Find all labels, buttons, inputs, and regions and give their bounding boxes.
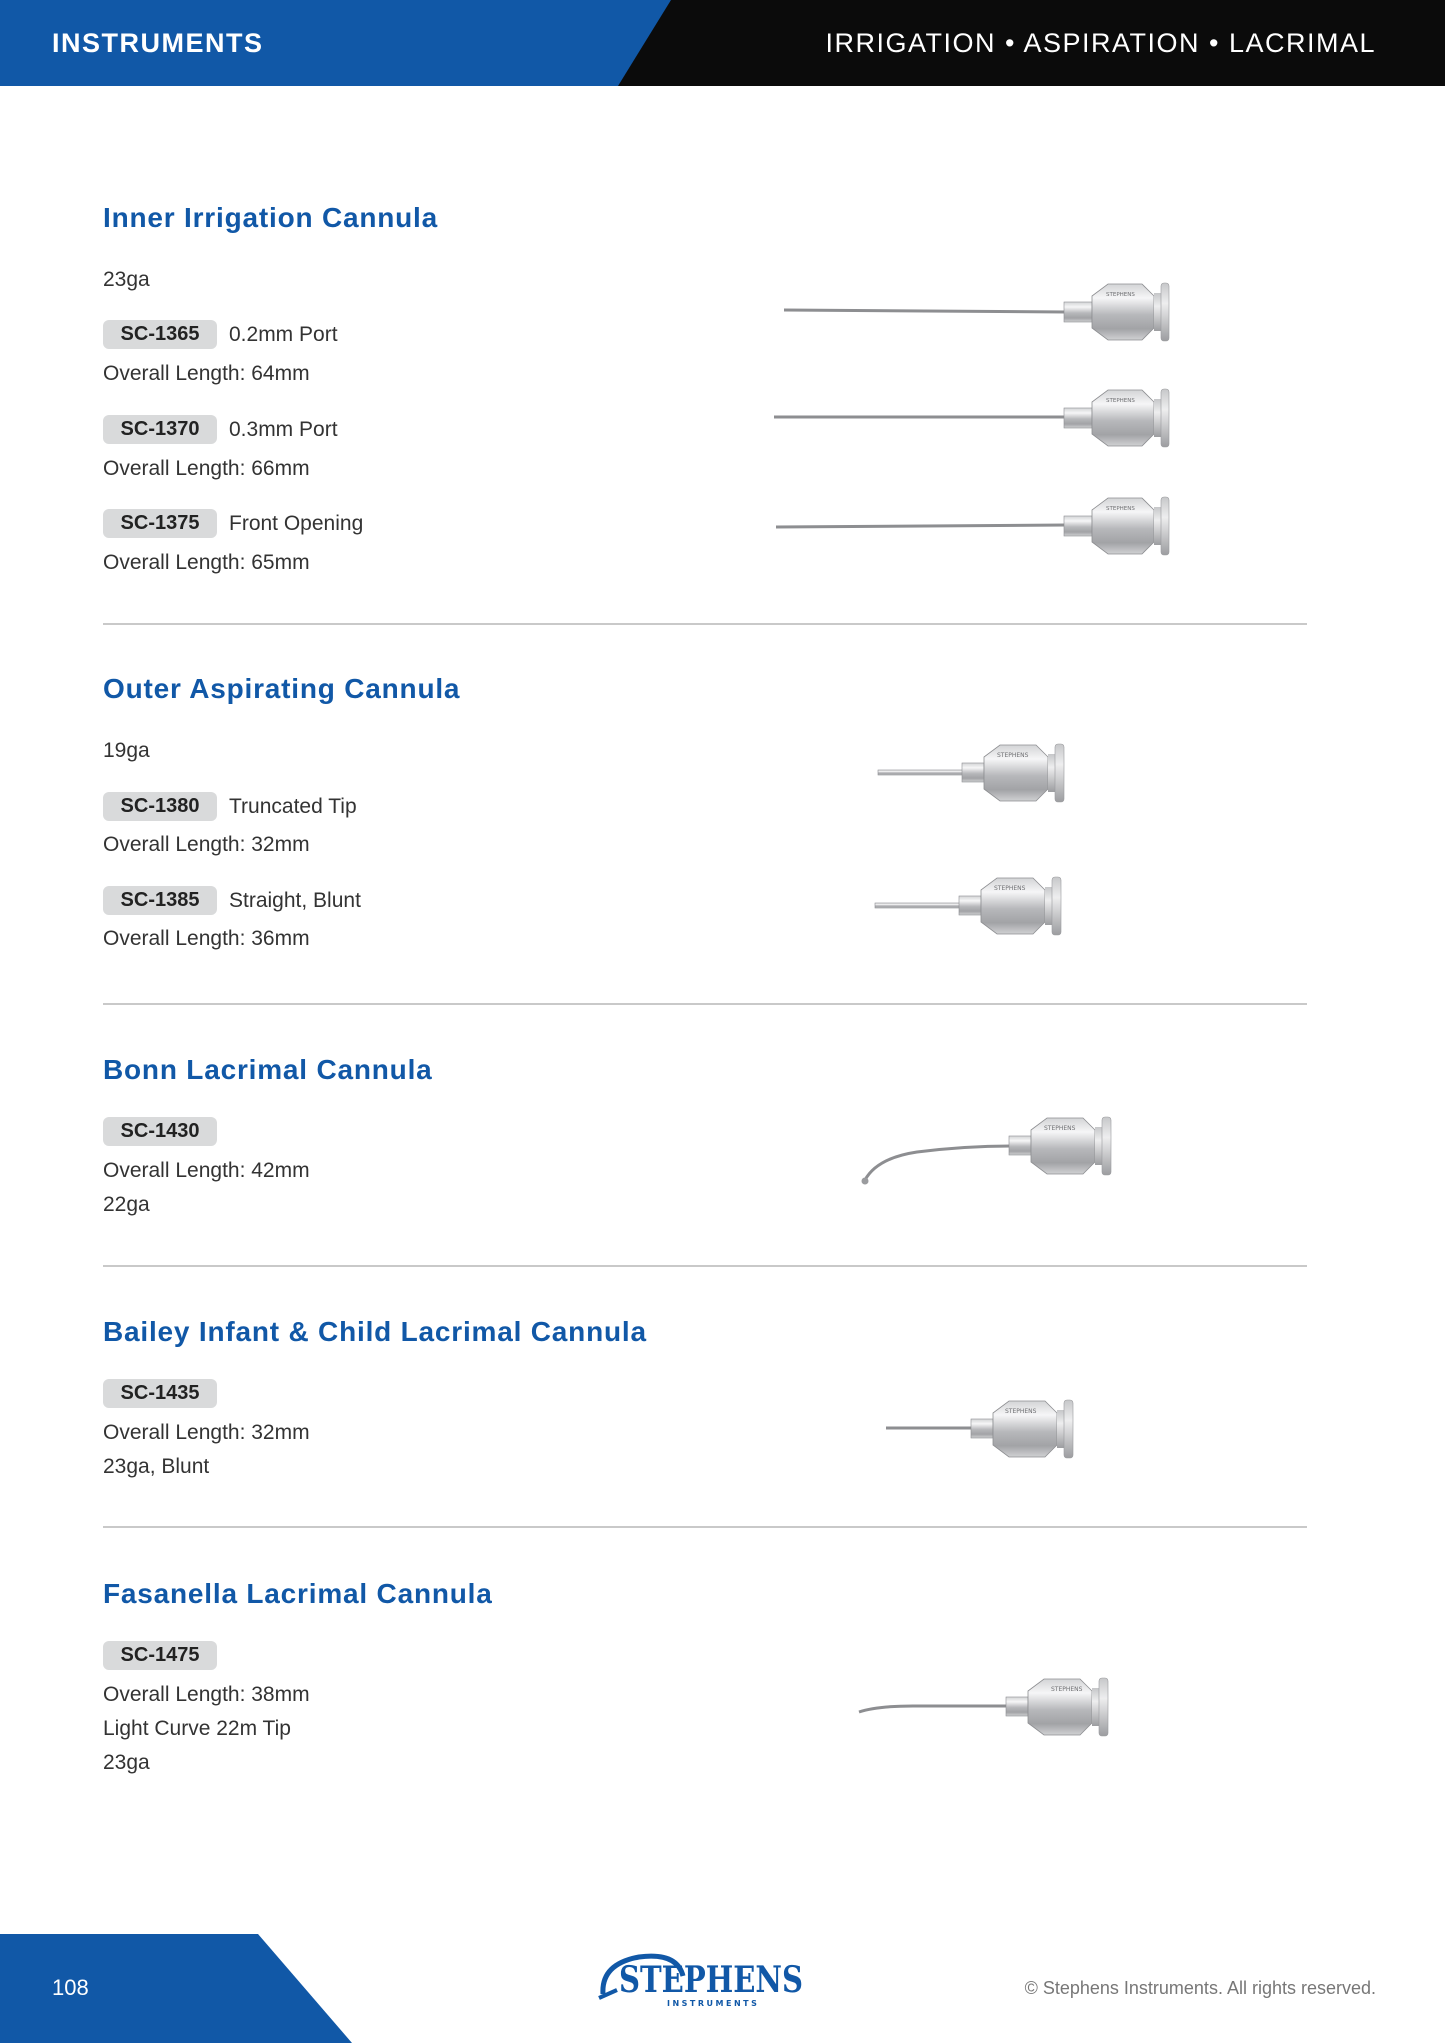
cannula-illustration	[853, 1670, 1143, 1750]
header-section-label: INSTRUMENTS	[52, 28, 264, 58]
overall-length-text: Overall Length: 32mm	[103, 833, 310, 856]
instrument-brand-text: STEPHENS	[997, 752, 1029, 759]
product-code-badge: SC-1380	[103, 792, 217, 821]
product-code-badge: SC-1430	[103, 1117, 217, 1146]
overall-length-text: Overall Length: 66mm	[103, 457, 310, 480]
gauge-text: 19ga	[103, 739, 150, 762]
product-note-text: Light Curve 22m Tip	[103, 1717, 291, 1740]
product-code-badge: SC-1370	[103, 415, 217, 444]
product-description: 0.3mm Port	[229, 418, 338, 441]
product-description: Front Opening	[229, 512, 364, 535]
product-code-badge: SC-1375	[103, 509, 217, 538]
overall-length-text: Overall Length: 38mm	[103, 1683, 310, 1706]
product-description: 0.2mm Port	[229, 323, 338, 346]
product-code-badge: SC-1435	[103, 1379, 217, 1408]
instrument-brand-text: STEPHENS	[1106, 398, 1135, 404]
section-divider	[103, 1526, 1307, 1528]
product-code-badge: SC-1365	[103, 320, 217, 349]
section-divider	[103, 623, 1307, 625]
section-title-outer-aspirating: Outer Aspirating Cannula	[103, 673, 461, 704]
section-title-fasanella-lacrimal: Fasanella Lacrimal Cannula	[103, 1578, 493, 1609]
logo-wordmark: STEPHENS	[619, 1959, 803, 2001]
overall-length-text: Overall Length: 65mm	[103, 551, 310, 574]
gauge-text: 23ga	[103, 1751, 150, 1774]
overall-length-text: Overall Length: 32mm	[103, 1421, 310, 1444]
cannula-illustration	[855, 1108, 1155, 1208]
section-divider	[103, 1265, 1307, 1267]
header-category-label: IRRIGATION • ASPIRATION • LACRIMAL	[825, 28, 1376, 58]
instrument-brand-text: STEPHENS	[1051, 1686, 1083, 1693]
cannula-illustration	[878, 1394, 1128, 1474]
instrument-brand-text: STEPHENS	[994, 885, 1026, 892]
gauge-text: 22ga	[103, 1193, 150, 1216]
instrument-brand-text: STEPHENS	[1106, 292, 1135, 298]
overall-length-text: Overall Length: 36mm	[103, 927, 310, 950]
overall-length-text: Overall Length: 42mm	[103, 1159, 310, 1182]
product-code-badge: SC-1385	[103, 886, 217, 915]
copyright-text: © Stephens Instruments. All rights reserved.	[1024, 1978, 1376, 1998]
gauge-text: 23ga, Blunt	[103, 1455, 210, 1478]
overall-length-text: Overall Length: 64mm	[103, 362, 310, 385]
stephens-logo	[597, 1950, 817, 2010]
section-divider	[103, 1003, 1307, 1005]
page-number: 108	[52, 1975, 89, 2000]
section-title-bonn-lacrimal: Bonn Lacrimal Cannula	[103, 1054, 433, 1085]
gauge-text: 23ga	[103, 268, 150, 291]
instrument-brand-text: STEPHENS	[1044, 1125, 1076, 1132]
cannula-illustration	[870, 740, 1130, 940]
logo-subtext: INSTRUMENTS	[667, 1999, 760, 2008]
cannula-illustration	[770, 275, 1190, 575]
instrument-brand-text: STEPHENS	[1106, 506, 1135, 512]
section-title-bailey-lacrimal: Bailey Infant & Child Lacrimal Cannula	[103, 1316, 647, 1347]
product-code-badge: SC-1475	[103, 1641, 217, 1670]
instrument-brand-text: STEPHENS	[1005, 1408, 1037, 1415]
product-description: Truncated Tip	[229, 795, 357, 818]
product-description: Straight, Blunt	[229, 889, 361, 912]
section-title-inner-irrigation: Inner Irrigation Cannula	[103, 202, 439, 233]
